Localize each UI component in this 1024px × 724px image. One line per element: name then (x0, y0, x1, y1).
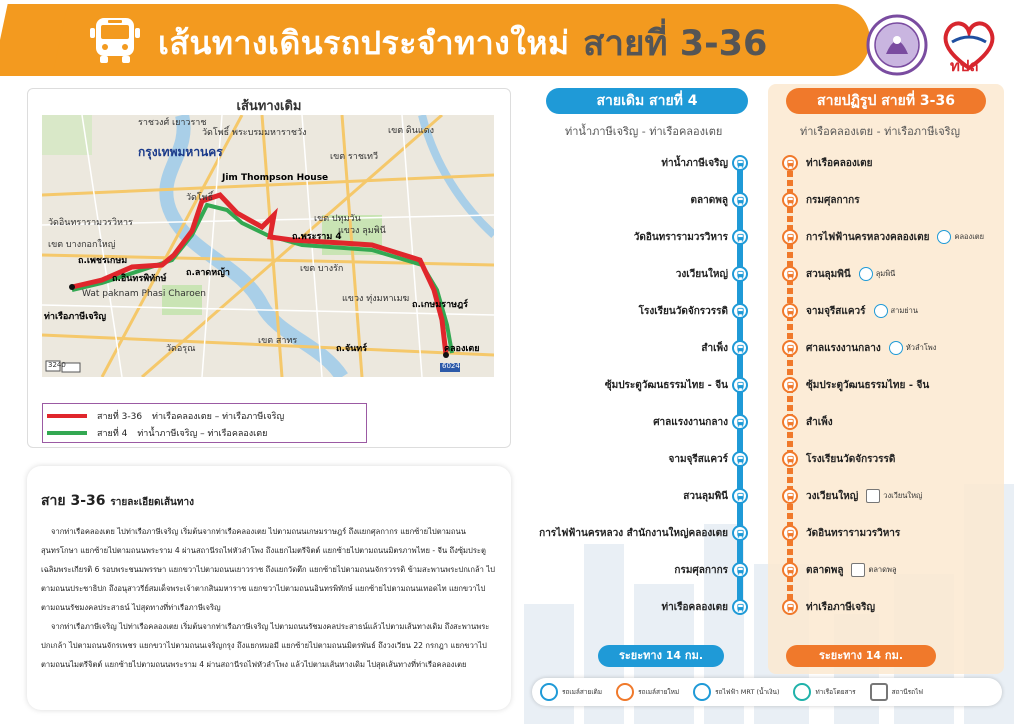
new-route-stop[interactable] (782, 265, 895, 283)
old-route-stop[interactable] (732, 228, 748, 246)
old-route-stop[interactable] (732, 191, 748, 209)
detail-subtitle: รายละเอียดเส้นทาง (110, 497, 194, 508)
new-route-stop-name: วัดอินทรารามวรวิหาร (806, 527, 901, 539)
old-route-subtitle: ท่าน้ำภาษีเจริญ - ท่าเรือคลองเตย (565, 125, 723, 138)
route-detail-panel (27, 466, 511, 710)
bus-stop-icon (732, 451, 748, 467)
transfer-label: คลองเตย (954, 232, 985, 241)
transfer-label: ตลาดพลู (868, 565, 897, 574)
route-map[interactable] (42, 115, 494, 377)
old-route-stop[interactable] (732, 339, 748, 357)
legend-route-name: ท่าเรือคลองเตย – ท่าเรือภาษีเจริญ (152, 412, 285, 422)
map-label-sathorn: เขต สาทร (258, 336, 298, 346)
new-route-subtitle: ท่าเรือคลองเตย - ท่าเรือภาษีเจริญ (800, 125, 960, 138)
new-route-stop[interactable] (782, 413, 833, 431)
bus-stop-icon (782, 340, 798, 356)
legend-line-name: สายที่ 4 (97, 429, 128, 439)
new-route-stop-name: โรงเรียนวัดจักรวรรดิ (806, 453, 896, 465)
old-route-stop-name: กรมศุลกากร (674, 565, 728, 576)
map-label-wat-inthara: วัดอินทรารามวรวิหาร (48, 218, 133, 228)
old-route-stop[interactable] (732, 154, 748, 172)
station-icon (866, 489, 880, 503)
train-icon (937, 230, 951, 244)
transfer-tag (874, 304, 918, 318)
detail-paragraph-outbound: จากท่าเรือคลองเตย ไปท่าเรือภาษีเจริญ เริ่มต้นจากท่าเรือคลองเตย ไปตามถนนเกษมราษฎร์ ถึงแยกศุลกากร แยกซ้ายไปตามถนนสุนทรโกษา แยกซ้ายไปตามถนนพระราม 4 ผ่านสถานีรถไฟหัวลำโพง ถึงแยกไมตรีจิตต์ แยกซ้ายไปตามถนนมิตรภาพไทย - จีน ถึงซุ้มประตูเฉลิมพระเกียรติ 6 รอบพระชนมพรรษา แยกขวาไปตามถนนเยาวราช ถึงแยกวัดตึก แยกซ้ายไปตามถนนจักรวรรดิ ข้ามสะพานพระปกเกล้า ไปตามถนนประชาธิปก ถึงอนุสาวรีย์สมเด็จพระเจ้าตากสินมหาราช แยกขวาไปตามถนนอินทรพิทักษ์ แยกซ้ายไปตามถนนเทอดไท แยกขวาไปตามถนนรัชมงคลประสาธน์ ไปสุดทางที่ท่าเรือภาษีเจริญ (41, 527, 495, 612)
footer-legend (532, 678, 1002, 706)
train-icon (889, 341, 903, 355)
transfer-label: วงเวียนใหญ่ (883, 491, 923, 500)
old-route-stop-name: สวนลุมพินี (683, 491, 728, 502)
train-icon (874, 304, 888, 318)
map-label-charan: ถ.อินทรพิทักษ์ (112, 274, 167, 284)
old-route-stop-name: ตลาดพลู (690, 195, 728, 206)
page-title: เส้นทางเดินรถประจำทางใหม่ (158, 24, 570, 62)
old-route-stop[interactable] (732, 413, 748, 431)
station-icon (851, 563, 865, 577)
footer-label: สถานีรถไฟ (891, 688, 923, 696)
bus-icon (540, 683, 558, 701)
transfer-tag (851, 563, 896, 577)
new-route-distance: ระยะทาง 14 กม. (786, 645, 936, 667)
old-route-stop-name: จามจุรีสแควร์ (668, 454, 728, 465)
map-label-phet-kasem: ถ.เพชรเกษม (78, 256, 128, 266)
map-label-wat-paknam: Wat paknam Phasi Charoen (82, 289, 206, 299)
new-route-stop[interactable] (782, 524, 900, 542)
new-route-stop-name: ตลาดพลู (806, 564, 844, 576)
bus-stop-icon (782, 525, 798, 541)
old-route-stop[interactable] (732, 265, 748, 283)
map-label-jim-thompson: Jim Thompson House (222, 173, 329, 183)
bus-stop-icon (732, 340, 748, 356)
bus-stop-icon (732, 525, 748, 541)
map-label-pathumwan: เขต ปทุมวัน (314, 214, 361, 224)
old-route-header: สายเดิม สายที่ 4 (546, 88, 748, 114)
old-route-stop-name: การไฟฟ้านครหลวง สำนักงานใหญ่คลองเตย (539, 528, 728, 539)
legend-item-3-36 (47, 408, 294, 424)
map-label-bangkok-yai: เขต บางกอกใหญ่ (48, 240, 116, 250)
bus-stop-icon (782, 229, 798, 245)
bus-stop-icon (732, 303, 748, 319)
new-route-stop-name: ซุ้มประตูวัฒนธรรมไทย - จีน (806, 379, 930, 391)
map-label-khlong-toei: คลองเตย (444, 344, 480, 354)
legend-line-name: สายที่ 3-36 (97, 412, 143, 422)
bus-stop-icon (782, 451, 798, 467)
detail-route-number: สาย 3-36 (41, 493, 106, 509)
transfer-tag (859, 267, 896, 281)
map-label-road-3240: 3240 (48, 361, 66, 369)
bus-stop-icon (782, 303, 798, 319)
old-route-stop[interactable] (732, 598, 748, 616)
map-label-lumphini: แขวง ลุมพินี (338, 226, 386, 236)
new-route-stop[interactable] (782, 191, 860, 209)
new-route-stop[interactable] (782, 487, 922, 505)
bus-icon (616, 683, 634, 701)
bus-stop-icon (782, 266, 798, 282)
map-label-ratchawong: ราชวงศ์ เยาวราช (138, 118, 207, 128)
boat-icon (793, 683, 811, 701)
legend-green-line (47, 431, 87, 435)
map-label-chan: ถ.จันทร์ (336, 344, 368, 354)
bus-stop-icon (732, 155, 748, 171)
footer-item-station (870, 683, 923, 701)
bus-stop-icon (732, 599, 748, 615)
new-route-stop-name: จามจุรีสแควร์ (806, 305, 866, 317)
new-route-stop[interactable] (782, 302, 918, 320)
map-label-wat-arun: วัดอรุณ (166, 344, 196, 354)
old-route-stop-name: วัดอินทรารามวรวิหาร (633, 232, 728, 243)
transfer-label: ลุมพินี (875, 269, 896, 278)
new-route-stop[interactable] (782, 450, 895, 468)
footer-item-pier (793, 683, 855, 701)
transfer-label: หัวลำโพง (905, 343, 937, 352)
train-icon (693, 683, 711, 701)
old-route-stop-name: ซุ้มประตูวัฒนธรรมไทย - จีน (604, 380, 728, 391)
map-title: เส้นทางเดิม (236, 99, 302, 114)
map-label-road-6024: 6024 (442, 362, 460, 370)
legend-item-4 (47, 425, 277, 441)
map-label-royal-palace: วัดโพธิ์ พระบรมมหาราชวัง (202, 128, 307, 138)
transfer-label: สามย่าน (890, 306, 918, 315)
bus-stop-icon (732, 192, 748, 208)
old-route-stop[interactable] (732, 450, 748, 468)
map-label-tha-rua-phasi: ท่าเรือภาษีเจริญ (44, 312, 107, 322)
footer-label: รถไฟฟ้า MRT (น้ำเงิน) (715, 688, 780, 696)
new-route-stop[interactable] (782, 339, 936, 357)
detail-title (41, 490, 194, 512)
bus-stop-icon (732, 266, 748, 282)
station-icon (870, 683, 888, 701)
old-route-stop-name: สำเพ็ง (701, 343, 728, 354)
new-route-header: สายปฏิรูป สายที่ 3-36 (786, 88, 986, 114)
map-label-wat-pho: วัดโพธิ์ (186, 193, 214, 203)
bus-stop-icon (732, 488, 748, 504)
new-route-stop-name: ท่าเรือภาษีเจริญ (806, 601, 875, 613)
bus-stop-icon (782, 562, 798, 578)
new-route-stop-name: การไฟฟ้านครหลวงคลองเตย (806, 231, 930, 243)
bus-stop-icon (732, 377, 748, 393)
map-label-lat-ya: ถ.ลาดหญ้า (186, 268, 230, 278)
map-label-na-ranong: ถ.เกษมราษฎร์ (412, 300, 468, 310)
old-route-stop[interactable] (732, 302, 748, 320)
footer-label: ท่าเรือโดยสาร (815, 688, 856, 696)
old-route-stop[interactable] (732, 561, 748, 579)
old-route-stop-name: ศาลแรงงานกลาง (653, 417, 728, 428)
map-label-din-daeng: เขต ดินแดง (388, 126, 434, 136)
train-icon (859, 267, 873, 281)
legend-red-line (47, 414, 87, 418)
new-route-stop[interactable] (782, 154, 872, 172)
old-route-stop-name: โรงเรียนวัดจักรวรรดิ (638, 306, 728, 317)
new-route-stop-name: สวนลุมพินี (806, 268, 851, 280)
bangkok-seal-logo (866, 14, 928, 76)
old-route-stop[interactable] (732, 524, 748, 542)
bus-stop-icon (782, 377, 798, 393)
new-route-stop[interactable] (782, 598, 875, 616)
old-route-stop[interactable] (732, 487, 748, 505)
bus-stop-icon (782, 155, 798, 171)
bus-stop-icon (782, 488, 798, 504)
old-route-stop-name: วงเวียนใหญ่ (675, 269, 728, 280)
logo-text: ทปถ (950, 57, 979, 75)
new-route-stop[interactable] (782, 561, 897, 579)
bus-stop-icon (732, 229, 748, 245)
bus-stop-icon (732, 562, 748, 578)
bus-stop-icon (782, 599, 798, 615)
footer-item-new-bus (616, 683, 679, 701)
map-legend (42, 403, 367, 443)
route-number-title: สายที่ 3-36 (583, 24, 768, 64)
map-label-bangkok: กรุงเทพมหานคร (138, 145, 223, 159)
old-route-distance: ระยะทาง 14 กม. (598, 645, 724, 667)
bus-icon (88, 14, 142, 66)
map-label-bang-rak: เขต บางรัก (300, 264, 344, 274)
map-label-thung-maha-mek: แขวง ทุ่งมหาเมฆ (342, 294, 410, 304)
bus-stop-icon (782, 414, 798, 430)
new-route-stop-name: ท่าเรือคลองเตย (806, 157, 873, 169)
new-route-stop[interactable] (782, 228, 984, 246)
footer-item-old-bus (540, 683, 602, 701)
old-route-stop-name: ท่าเรือคลองเตย (661, 602, 728, 613)
new-route-stop-name: ศาลแรงงานกลาง (806, 342, 881, 354)
footer-item-mrt (693, 683, 779, 701)
bus-stop-icon (782, 192, 798, 208)
footer-label: รถเมล์สายใหม่ (638, 688, 680, 696)
new-route-stop-name: วงเวียนใหญ่ (806, 490, 859, 502)
new-route-stop-name: สำเพ็ง (806, 416, 833, 428)
transfer-tag (937, 230, 984, 244)
legend-route-name: ท่าน้ำภาษีเจริญ – ท่าเรือคลองเตย (137, 429, 268, 439)
old-route-stop-name: ท่าน้ำภาษีเจริญ (661, 158, 728, 169)
detail-body (41, 522, 497, 674)
map-label-ratchathewi: เขต ราชเทวี (330, 152, 378, 162)
map-label-rama4: ถ.พระราม 4 (292, 232, 342, 242)
old-route-map-panel (27, 88, 511, 448)
footer-label: รถเมล์สายเดิม (562, 688, 603, 696)
transfer-tag (866, 489, 922, 503)
new-route-stop[interactable] (782, 376, 929, 394)
header (0, 0, 1024, 82)
transfer-tag (889, 341, 937, 355)
new-route-stop-name: กรมศุลกากร (806, 194, 860, 206)
old-route-stop[interactable] (732, 376, 748, 394)
detail-paragraph-inbound: จากท่าเรือภาษีเจริญ ไปท่าเรือคลองเตย เริ่มต้นจากท่าเรือภาษีเจริญ ไปตามถนนรัชมงคลประสาธน์แล้วไปตามเส้นทางเดิม ถึงสะพานพระปกเกล้า ไปตามถนนจักรเพชร แยกขวาไปตามถนนเจริญกรุง ถึงแยกหมอมี แยกซ้ายไปตามถนนมิตรพันธ์ ถึงวงเวียน 22 กรกฎา แยกขวาไปตามถนนไมตรีจิตต์ แยกซ้ายไปตามถนนพระราม 4 ผ่านสถานีรถไฟหัวลำโพง แล้วไปตามเส้นทางเดิม ไปสุดเส้นทางที่ท่าเรือคลองเตย (41, 622, 490, 669)
bus-stop-icon (732, 414, 748, 430)
